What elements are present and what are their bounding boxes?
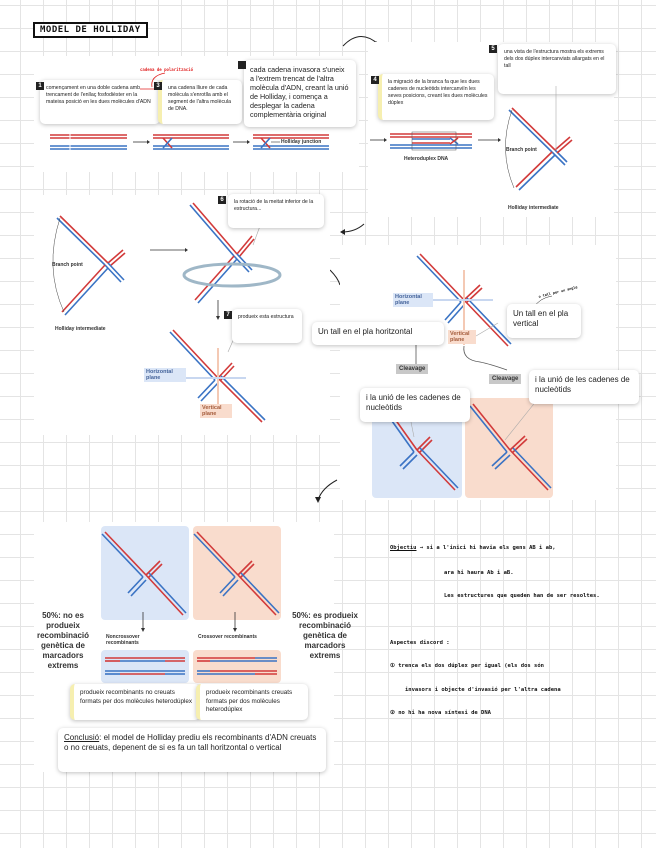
label-heteroduplex: Heteroduplex DNA [404, 156, 449, 162]
discord-heading: Aspectes discord : [390, 640, 450, 646]
step-7-badge: 7 [224, 311, 232, 319]
label-vertical-plane-mid: Vertical plane [200, 404, 232, 418]
cleavage-label-right: Cleavage [489, 374, 521, 384]
vertical-cut-text: Un tall en el pla vertical [513, 309, 569, 328]
label-vertical-plane-right: Vertical plane [448, 330, 476, 344]
discord-item-1b: invasors i objecte d'invasió per l'altra cadena [405, 687, 561, 693]
label-branch-point-mid: Branch point [52, 262, 83, 268]
crossover-note-text: produeix recombinants creuats formats per dos molècules heterodúplex [206, 689, 293, 713]
join-right-text: i la unió de les cadenes de nucleòtids [535, 375, 630, 394]
annotation-polarization: cadena de polarització [140, 67, 193, 72]
objective-text-1: → si a l'inici hi havia els gens AB i ab, [419, 545, 556, 551]
conclusion-label: Conclusió [64, 733, 100, 742]
label-holliday-junction: Holliday junction [281, 139, 322, 145]
step-1-text: començament en una doble cadena amb trencament de l'enllaç fosfodièster en la mateixa posició en les dues molècules d'ADN [46, 85, 151, 105]
label-horizontal-plane-right: Horizontal plane [393, 293, 433, 307]
conclusion-text: : el model de Holliday prediu els recombinants d'ADN creuats o no creuats, depenent de si es fa un tall horitzontal o vertical [64, 733, 317, 752]
step-3-text: una cadena lliure de cada molècula s'enrotlla amb el segment de l'altra molècula de DNA. [168, 85, 231, 112]
callout-conclusion [58, 728, 326, 772]
label-holliday-intermediate-mid: Holliday intermediate [55, 326, 106, 332]
step-7-text: produeix esta estructura [238, 314, 294, 320]
discord-item-2: ② no hi ha nova síntesi de DNA [390, 710, 491, 716]
page-title: MODEL DE HOLLIDAY [33, 22, 148, 38]
cleavage-label-left: Cleavage [396, 364, 428, 374]
step-4-text: la migració de la branca fa que les dues cadenes de nucleòtids intercanviïn les seves posicions, creant les dues molècules dúplex [388, 79, 488, 106]
callout-crossover-note [196, 684, 308, 720]
step-6-badge: 6 [218, 196, 226, 204]
objective-line-2: ara hi haura Ab i aB. [444, 570, 514, 576]
label-horizontal-plane-mid: Horizontal plane [144, 368, 186, 382]
step-6-text: la rotació de la meitat inferior de la estructura... [234, 199, 314, 212]
step-4-badge: 4 [371, 76, 379, 84]
step-3-badge: 3 [154, 82, 162, 90]
step-5-text: una vista de l'estructura mostra els extrems dels dos dúplex intercanviats allargats en el tall [504, 49, 605, 69]
step-2-text: cada cadena invasora s'uneix a l'extrem trencat de l'altra molècula d'ADN, creant la unió de Holliday, i comença a desplegar la cadena complementària original [250, 65, 349, 119]
discord-item-1: ① trenca els dos dúplex per igual (els dos són [390, 663, 544, 669]
outcome-left-percent: 50%: no es produeix recombinació genètica de marcadors extrems [36, 611, 89, 670]
step-1-badge: 1 [36, 82, 44, 90]
label-branch-point-top: Branch point [506, 147, 537, 153]
objective-label: Objectiu [390, 545, 417, 551]
outcome-right-percent: 50%: es produeix recombinació genètica de marcadors extrems [292, 611, 358, 660]
label-crossover: Crossover recombinants [198, 634, 257, 640]
objective-line-3: Les estructures que queden han de ser resoltes. [444, 593, 600, 599]
label-noncrossover: Noncrossover recombinants [106, 634, 140, 646]
step-5-badge: 5 [489, 45, 497, 53]
noncrossover-note-text: produeix recombinants no creuats formats per dos molècules heterodúplex [80, 689, 193, 705]
join-left-text: i la unió de les cadenes de nucleòtids [366, 393, 461, 412]
callout-noncrossover-note [70, 684, 200, 720]
objective-line-1 [390, 545, 556, 551]
annotation-angle-cut: o tall per un angle [538, 285, 578, 299]
label-holliday-intermediate-top: Holliday intermediate [508, 205, 559, 211]
horizontal-cut-text: Un tall en el pla horitzontal [318, 327, 413, 336]
